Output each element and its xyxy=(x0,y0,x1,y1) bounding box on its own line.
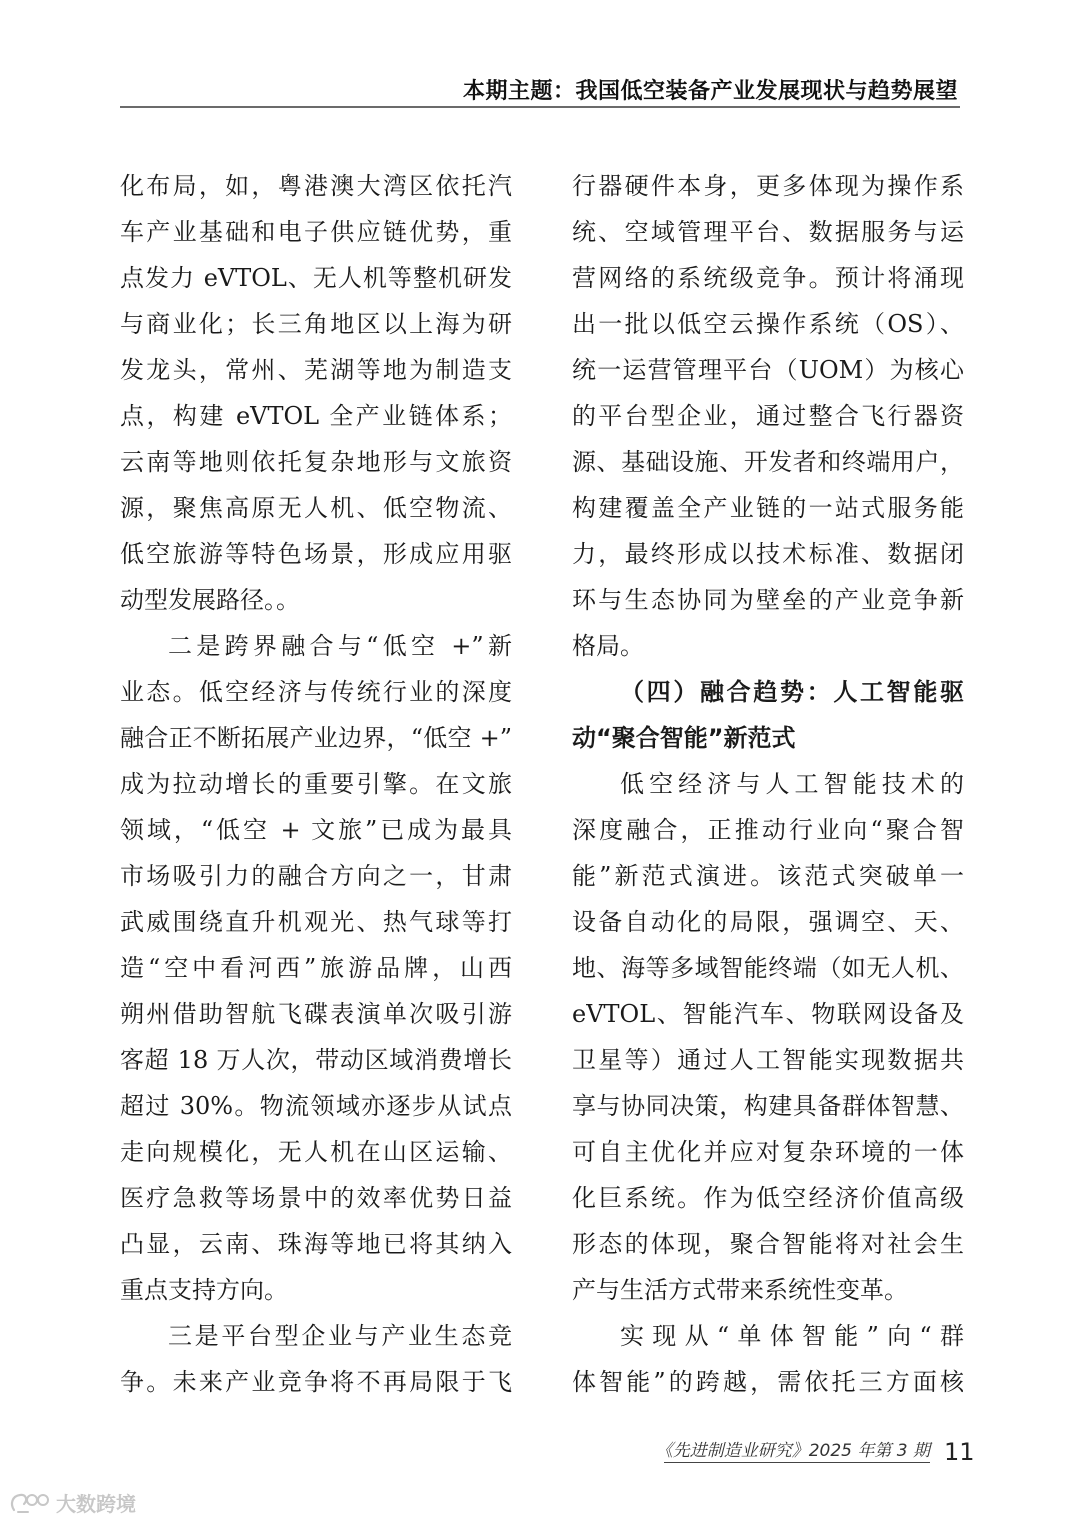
left-line-19: 朔州借助智航飞碟表演单次吸引游 xyxy=(120,1000,512,1028)
left-line-24: 凸显，云南、珠海等地已将其纳入 xyxy=(120,1230,512,1258)
right-line-16: 能”新范式演进。该范式突破单一 xyxy=(572,862,964,890)
right-line-2: 统、空域管理平台、数据服务与运 xyxy=(572,218,964,246)
right-line-19: eVTOL、智能汽车、物联网设备及 xyxy=(572,1000,964,1028)
left-line-11: 二是跨界融合与“低空 +”新 xyxy=(168,632,512,660)
left-line-15: 领域，“低空 + 文旅”已成为最具 xyxy=(120,816,512,844)
left-line-20: 客超 18 万人次，带动区域消费增长 xyxy=(120,1046,512,1074)
right-line-5: 统一运营管理平台（UOM）为核心 xyxy=(572,356,964,384)
left-line-17: 武威围绕直升机观光、热气球等打 xyxy=(120,908,512,936)
footer-divider xyxy=(664,1462,930,1463)
left-line-2: 车产业基础和电子供应链优势，重 xyxy=(120,218,512,246)
right-line-10: 环与生态协同为壁垒的产业竞争新 xyxy=(572,586,964,614)
right-line-15: 深度融合，正推动行业向“聚合智 xyxy=(572,816,964,844)
left-line-4: 与商业化；长三角地区以上海为研 xyxy=(120,310,512,338)
left-line-16: 市场吸引力的融合方向之一，甘肃 xyxy=(120,862,512,890)
right-line-24: 形态的体现，聚合智能将对社会生 xyxy=(572,1230,964,1258)
right-line-25: 产与生活方式带来系统性变革。 xyxy=(572,1276,908,1304)
right-line-21: 享与协同决策，构建具备群体智慧、 xyxy=(572,1092,964,1120)
right-line-26: 实现从“单体智能”向“群 xyxy=(620,1322,964,1350)
right-line-14: 低空经济与人工智能技术的 xyxy=(620,770,964,798)
left-line-14: 成为拉动增长的重要引擎。在文旅 xyxy=(120,770,512,798)
section-heading-line-1: （四）融合趋势：人工智能驱 xyxy=(620,678,964,706)
right-line-11: 格局。 xyxy=(572,632,644,660)
right-line-22: 可自主优化并应对复杂环境的一体 xyxy=(572,1138,964,1166)
right-line-27: 体智能”的跨越，需依托三方面核 xyxy=(572,1368,964,1396)
running-header-title: 本期主题：我国低空装备产业发展现状与趋势展望 xyxy=(462,79,958,104)
brand-logo-icon xyxy=(8,1490,52,1516)
left-line-10: 动型发展路径。。 xyxy=(120,586,300,614)
left-line-7: 云南等地则依托复杂地形与文旅资 xyxy=(120,448,512,476)
left-line-12: 业态。低空经济与传统行业的深度 xyxy=(120,678,512,706)
left-line-22: 走向规模化，无人机在山区运输、 xyxy=(120,1138,512,1166)
left-line-23: 医疗急救等场景中的效率优势日益 xyxy=(120,1184,512,1212)
right-line-7: 源、基础设施、开发者和终端用户， xyxy=(572,448,964,476)
left-line-26: 三是平台型企业与产业生态竞 xyxy=(168,1322,512,1350)
right-line-23: 化巨系统。作为低空经济价值高级 xyxy=(572,1184,964,1212)
section-heading-line-2: 动“聚合智能”新范式 xyxy=(572,724,796,752)
footer-journal-citation: 《先进制造业研究》2025 年第 3 期 xyxy=(655,1441,930,1461)
right-line-9: 力，最终形成以技术标准、数据闭 xyxy=(572,540,964,568)
left-line-3: 点发力 eVTOL、无人机等整机研发 xyxy=(120,264,512,292)
right-line-17: 设备自动化的局限，强调空、天、 xyxy=(572,908,964,936)
right-line-1: 行器硬件本身，更多体现为操作系 xyxy=(572,172,964,200)
right-line-8: 构建覆盖全产业链的一站式服务能 xyxy=(572,494,964,522)
left-line-5: 发龙头，常州、芜湖等地为制造支 xyxy=(120,356,512,384)
right-line-6: 的平台型企业，通过整合飞行器资 xyxy=(572,402,964,430)
watermark xyxy=(8,1488,136,1517)
right-line-4: 出一批以低空云操作系统（OS）、 xyxy=(572,310,964,338)
right-line-20: 卫星等）通过人工智能实现数据共 xyxy=(572,1046,964,1074)
watermark-text: 大数跨境 xyxy=(56,1492,136,1516)
left-line-8: 源，聚焦高原无人机、低空物流、 xyxy=(120,494,512,522)
page-number: 11 xyxy=(944,1438,975,1466)
left-line-13: 融合正不断拓展产业边界，“低空 +” xyxy=(120,724,512,752)
left-line-1: 化布局，如，粤港澳大湾区依托汽 xyxy=(120,172,512,200)
left-line-21: 超过 30%。物流领域亦逐步从试点 xyxy=(120,1092,512,1120)
left-line-9: 低空旅游等特色场景，形成应用驱 xyxy=(120,540,512,568)
left-line-25: 重点支持方向。 xyxy=(120,1276,288,1304)
left-text-column xyxy=(120,163,512,1405)
left-line-6: 点，构建 eVTOL 全产业链体系； xyxy=(120,402,512,430)
left-line-27: 争。未来产业竞争将不再局限于飞 xyxy=(120,1368,512,1396)
right-line-18: 地、海等多域智能终端（如无人机、 xyxy=(572,954,964,982)
right-line-3: 营网络的系统级竞争。预计将涌现 xyxy=(572,264,964,292)
header-divider xyxy=(120,106,960,108)
right-text-column xyxy=(572,163,964,1405)
left-line-18: 造“空中看河西”旅游品牌，山西 xyxy=(120,954,512,982)
